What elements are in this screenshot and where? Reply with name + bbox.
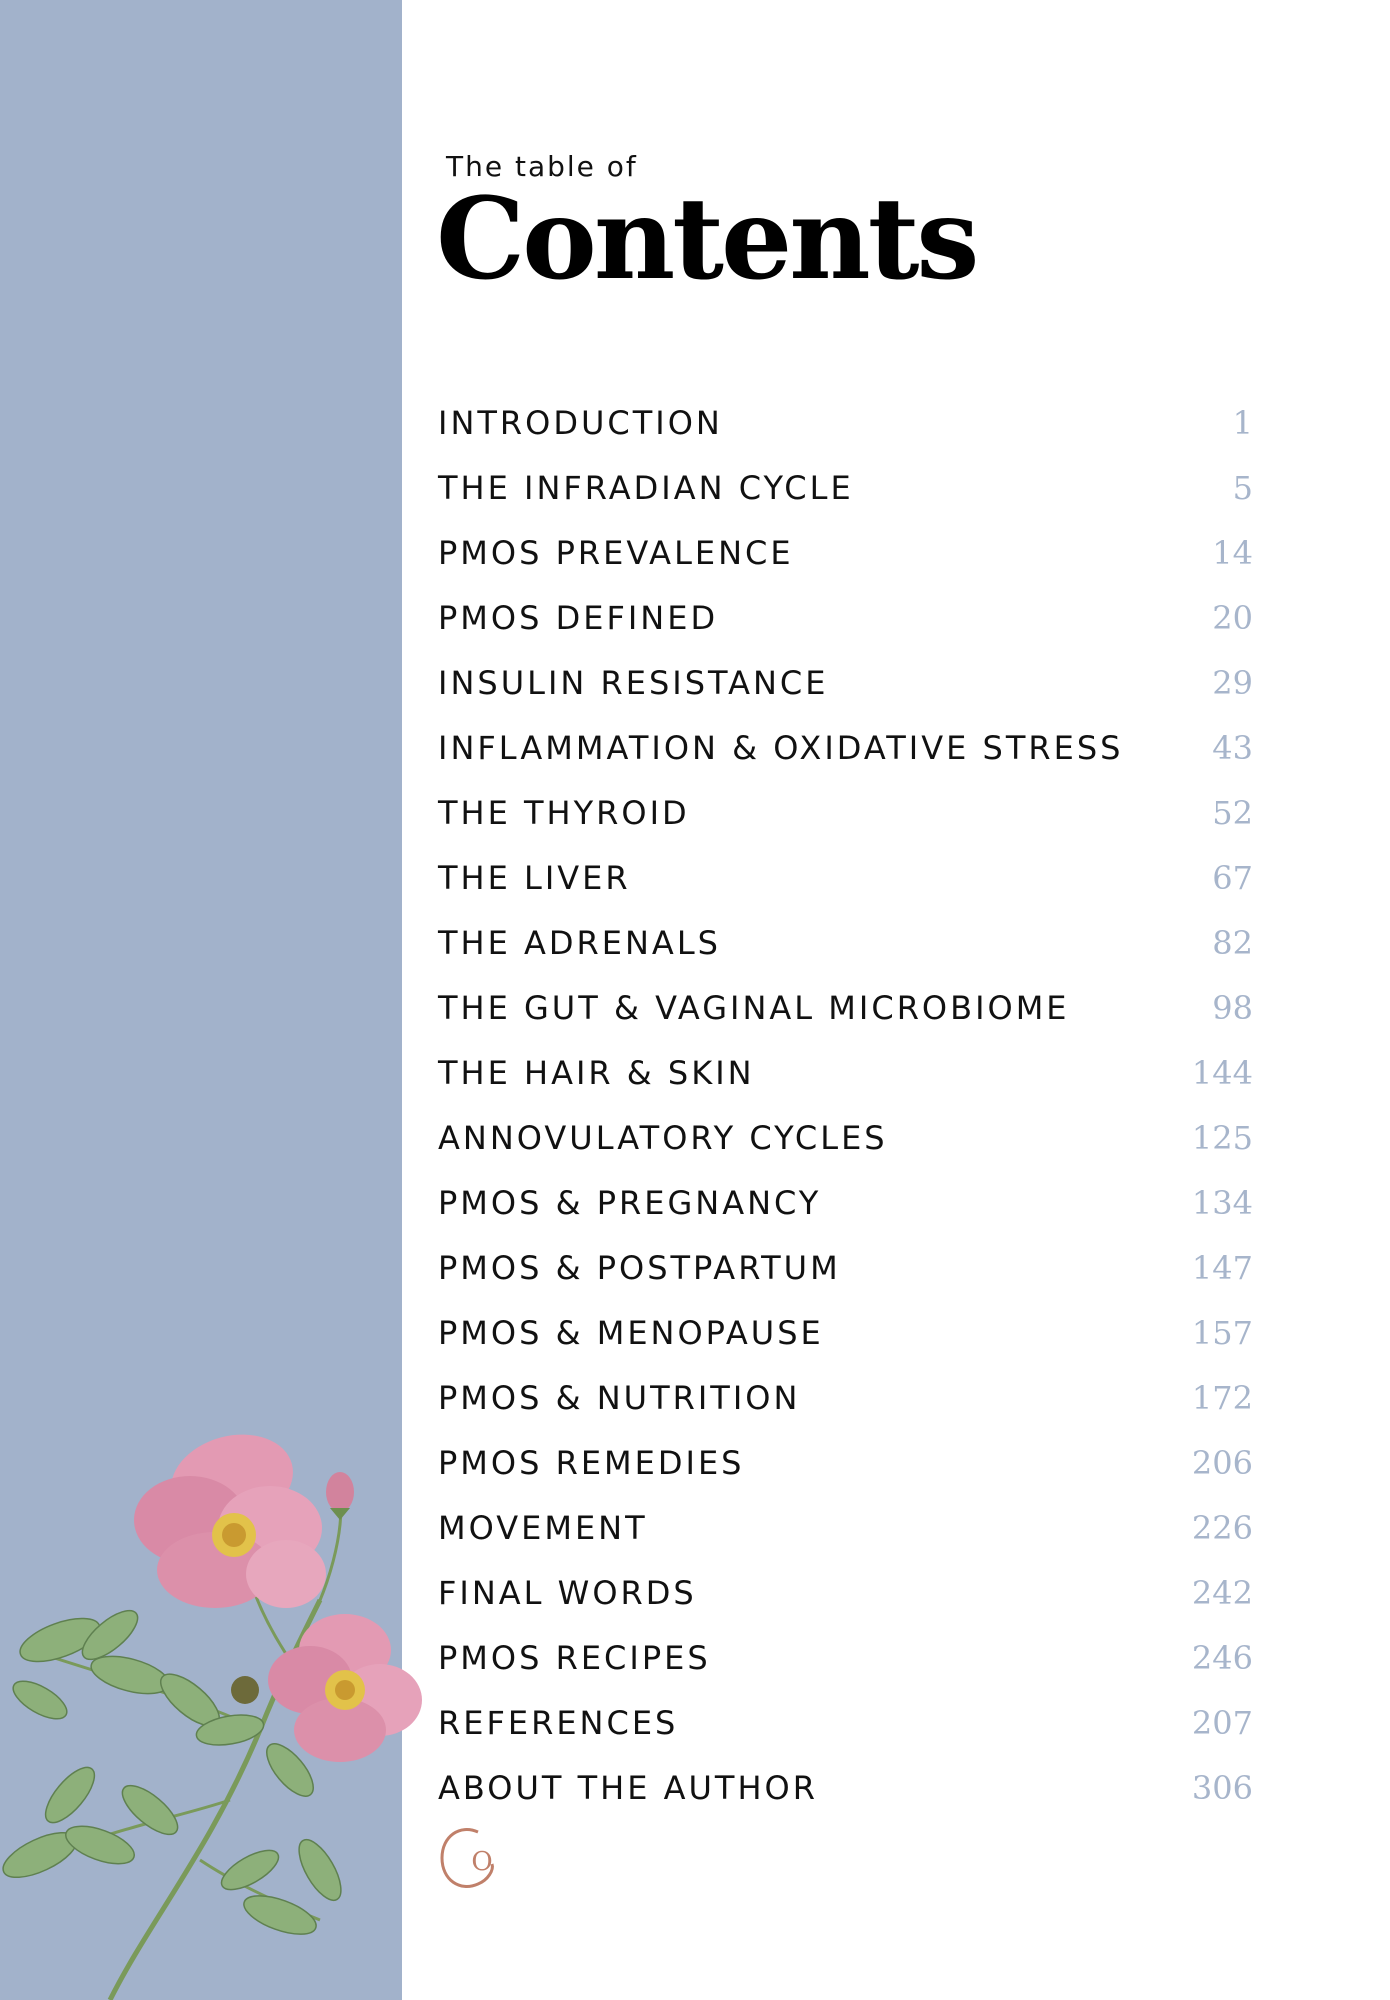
toc-entry-page-number: 125 xyxy=(1191,1118,1253,1157)
toc-entry-page-number: 246 xyxy=(1191,1638,1253,1677)
toc-entry[interactable] xyxy=(438,1235,1253,1300)
toc-entry-page-number: 14 xyxy=(1212,533,1253,572)
toc-entry-page-number: 144 xyxy=(1191,1053,1253,1092)
toc-entry[interactable] xyxy=(438,585,1253,650)
toc-entry[interactable] xyxy=(438,1755,1253,1820)
toc-entry-title: PMOS PREVALENCE xyxy=(438,533,794,572)
toc-entry-page-number: 157 xyxy=(1191,1313,1253,1352)
toc-entry-title: THE ADRENALS xyxy=(438,923,721,962)
contents-subtitle: The table of xyxy=(446,150,638,183)
toc-entry-title: ANNOVULATORY CYCLES xyxy=(438,1118,888,1157)
toc-entry-page-number: 147 xyxy=(1191,1248,1253,1287)
toc-entry-page-number: 82 xyxy=(1212,923,1253,962)
toc-entry-page-number: 67 xyxy=(1212,858,1253,897)
toc-entry-title: INFLAMMATION & OXIDATIVE STRESS xyxy=(438,728,1124,767)
page-title: Contents xyxy=(436,174,977,305)
toc-entry[interactable] xyxy=(438,975,1253,1040)
toc-entry-page-number: 5 xyxy=(1232,468,1253,507)
toc-entry[interactable] xyxy=(438,455,1253,520)
toc-entry-page-number: 306 xyxy=(1191,1768,1253,1807)
toc-entry-title: FINAL WORDS xyxy=(438,1573,697,1612)
toc-entry-page-number: 172 xyxy=(1191,1378,1253,1417)
toc-entry[interactable] xyxy=(438,650,1253,715)
toc-entry-page-number: 20 xyxy=(1212,598,1253,637)
toc-entry-title: PMOS & NUTRITION xyxy=(438,1378,801,1417)
toc-entry-title: THE HAIR & SKIN xyxy=(438,1053,755,1092)
toc-entry-page-number: 29 xyxy=(1212,663,1253,702)
toc-entry-title: PMOS REMEDIES xyxy=(438,1443,745,1482)
toc-entry[interactable] xyxy=(438,910,1253,975)
toc-entry-title: PMOS & POSTPARTUM xyxy=(438,1248,841,1287)
toc-entry-title: MOVEMENT xyxy=(438,1508,648,1547)
toc-entry[interactable] xyxy=(438,1365,1253,1430)
toc-entry-title: THE INFRADIAN CYCLE xyxy=(438,468,854,507)
toc-entry[interactable] xyxy=(438,1430,1253,1495)
toc-entry-title: REFERENCES xyxy=(438,1703,679,1742)
toc-entry-title: THE GUT & VAGINAL MICROBIOME xyxy=(438,988,1070,1027)
toc-entry[interactable] xyxy=(438,715,1253,780)
toc-entry-page-number: 43 xyxy=(1212,728,1253,767)
rose-illustration-icon xyxy=(0,1400,430,2000)
toc-entry-title: INTRODUCTION xyxy=(438,403,723,442)
table-of-contents xyxy=(438,390,1253,1820)
toc-entry[interactable] xyxy=(438,390,1253,455)
toc-entry[interactable] xyxy=(438,1105,1253,1170)
toc-entry-title: PMOS DEFINED xyxy=(438,598,719,637)
toc-entry-page-number: 134 xyxy=(1191,1183,1253,1222)
toc-entry-page-number: 206 xyxy=(1191,1443,1253,1482)
toc-entry[interactable] xyxy=(438,1300,1253,1365)
toc-entry-title: THE LIVER xyxy=(438,858,631,897)
toc-entry-title: PMOS & MENOPAUSE xyxy=(438,1313,824,1352)
toc-entry-page-number: 226 xyxy=(1191,1508,1253,1547)
toc-entry-title: ABOUT THE AUTHOR xyxy=(438,1768,818,1807)
toc-entry[interactable] xyxy=(438,1040,1253,1105)
toc-entry-title: PMOS RECIPES xyxy=(438,1638,711,1677)
toc-entry-page-number: 98 xyxy=(1212,988,1253,1027)
toc-entry-page-number: 52 xyxy=(1212,793,1253,832)
brand-logo-icon xyxy=(430,1818,510,1898)
toc-entry[interactable] xyxy=(438,1625,1253,1690)
toc-entry[interactable] xyxy=(438,1560,1253,1625)
toc-entry-title: INSULIN RESISTANCE xyxy=(438,663,829,702)
toc-entry-page-number: 207 xyxy=(1191,1703,1253,1742)
toc-entry-title: THE THYROID xyxy=(438,793,690,832)
toc-entry[interactable] xyxy=(438,1495,1253,1560)
toc-entry[interactable] xyxy=(438,1170,1253,1235)
toc-entry[interactable] xyxy=(438,1690,1253,1755)
toc-entry-page-number: 1 xyxy=(1232,403,1253,442)
logo-letter: O xyxy=(471,1847,493,1877)
toc-entry[interactable] xyxy=(438,845,1253,910)
toc-entry-page-number: 242 xyxy=(1191,1573,1253,1612)
toc-entry[interactable] xyxy=(438,520,1253,585)
toc-entry[interactable] xyxy=(438,780,1253,845)
toc-entry-title: PMOS & PREGNANCY xyxy=(438,1183,822,1222)
